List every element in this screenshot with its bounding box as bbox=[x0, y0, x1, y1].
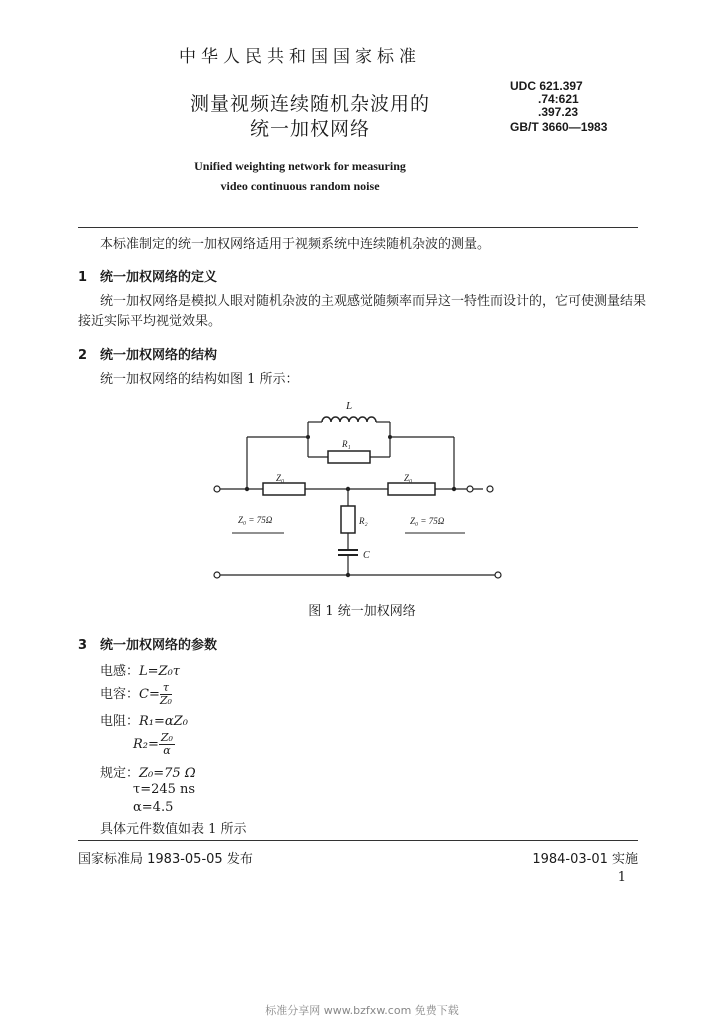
inductance-expr: L=Z₀τ bbox=[139, 664, 180, 679]
resistor-Z0-left bbox=[263, 483, 305, 495]
circuit-wires bbox=[220, 422, 495, 575]
weighting-network-diagram bbox=[200, 392, 510, 587]
resistor-R1 bbox=[328, 451, 370, 463]
effective-date: 1984-03-01 实施 bbox=[532, 852, 638, 867]
capacitance-fraction bbox=[160, 682, 172, 707]
param-spec-alpha: α=4.5 bbox=[133, 800, 174, 815]
section-3-number: 3 bbox=[78, 638, 88, 653]
param-resistance-r1 bbox=[100, 710, 188, 729]
resistance-label: 电阻： bbox=[100, 714, 140, 729]
title-en-line1: Unified weighting network for measuring bbox=[194, 159, 406, 173]
label-Z0-in: Z₀ = 75Ω bbox=[238, 515, 273, 525]
inductor-L bbox=[322, 417, 376, 422]
resistor-Z0-right bbox=[388, 483, 435, 495]
section-1-text-line1: 统一加权网络是模拟人眼对随机杂波的主观感觉随频率而异这一特性而设计的，它可使测量结果 bbox=[100, 294, 647, 309]
label-Z0-right: Z₀ bbox=[404, 473, 413, 483]
capacitance-numerator: τ bbox=[160, 682, 172, 695]
figure-caption: 图 1 统一加权网络 bbox=[308, 604, 416, 619]
param-resistance-r2 bbox=[133, 732, 175, 757]
resistance-r1-expr: R₁=αZ₀ bbox=[139, 714, 188, 729]
section-2-title: 统一加权网络的结构 bbox=[100, 348, 218, 363]
udc-line3: .397.23 bbox=[538, 105, 579, 119]
watermark: 标准分享网 www.bzfxw.com 免费下载 bbox=[265, 1004, 459, 1017]
label-C: C bbox=[363, 550, 370, 561]
standard-number: GB/T 3660—1983 bbox=[510, 120, 608, 134]
section-3-title: 统一加权网络的参数 bbox=[100, 638, 218, 653]
title-en-line2: video continuous random noise bbox=[220, 179, 380, 193]
r2-lhs: R₂= bbox=[133, 737, 159, 752]
r2-fraction bbox=[159, 732, 175, 757]
terminals bbox=[214, 486, 501, 578]
section-1-text-line2: 接近实际平均视觉效果。 bbox=[78, 314, 222, 329]
section-1-number: 1 bbox=[78, 270, 88, 285]
label-R2: R₂ bbox=[359, 516, 368, 526]
resistor-R2 bbox=[341, 506, 355, 533]
header-divider bbox=[78, 227, 638, 228]
label-Z0-out: Z₀ = 75Ω bbox=[410, 516, 445, 526]
intro-paragraph: 本标准制定的统一加权网络适用于视频系统中连续随机杂波的测量。 bbox=[100, 237, 491, 252]
param-spec-z0 bbox=[100, 762, 196, 781]
title-zh-line1: 测量视频连续随机杂波用的 bbox=[189, 93, 430, 115]
inductance-label: 电感： bbox=[100, 664, 140, 679]
section-1-heading bbox=[78, 266, 217, 285]
capacitance-label: 电容： bbox=[100, 687, 140, 702]
issue-date: 国家标准局 1983-05-05 发布 bbox=[78, 852, 253, 867]
label-L: L bbox=[346, 400, 353, 412]
spec-label: 规定： bbox=[100, 766, 140, 781]
title-zh-line2: 统一加权网络 bbox=[249, 118, 370, 140]
capacitance-denominator: Z₀ bbox=[159, 694, 172, 707]
section-1-title: 统一加权网络的定义 bbox=[100, 270, 218, 285]
page-number: 1 bbox=[617, 870, 626, 885]
title-chinese bbox=[150, 92, 470, 142]
param-capacitance bbox=[100, 682, 172, 707]
table-reference-note: 具体元件数值如表 1 所示 bbox=[100, 822, 247, 837]
issuing-organization: 中华人民共和国国家标准 bbox=[179, 47, 421, 67]
label-Z0-left: Z₀ bbox=[276, 473, 285, 483]
param-inductance bbox=[100, 660, 180, 679]
r2-denominator: α bbox=[163, 744, 171, 757]
udc-classification bbox=[510, 80, 583, 119]
footer-divider bbox=[78, 840, 638, 841]
capacitance-lhs: C= bbox=[139, 687, 160, 702]
udc-line1: UDC 621.397 bbox=[510, 79, 583, 93]
r2-numerator: Z₀ bbox=[160, 731, 173, 744]
param-spec-tau: τ=245 ns bbox=[133, 782, 196, 797]
section-3-heading bbox=[78, 634, 217, 653]
udc-line2: .74:621 bbox=[538, 92, 579, 106]
section-2-number: 2 bbox=[78, 348, 88, 363]
section-2-heading bbox=[78, 344, 217, 363]
section-2-text: 统一加权网络的结构如图 1 所示： bbox=[100, 372, 299, 387]
label-R1: R₁ bbox=[342, 439, 351, 449]
spec-z0-value: Z₀=75 Ω bbox=[139, 766, 196, 781]
title-english bbox=[150, 156, 450, 196]
